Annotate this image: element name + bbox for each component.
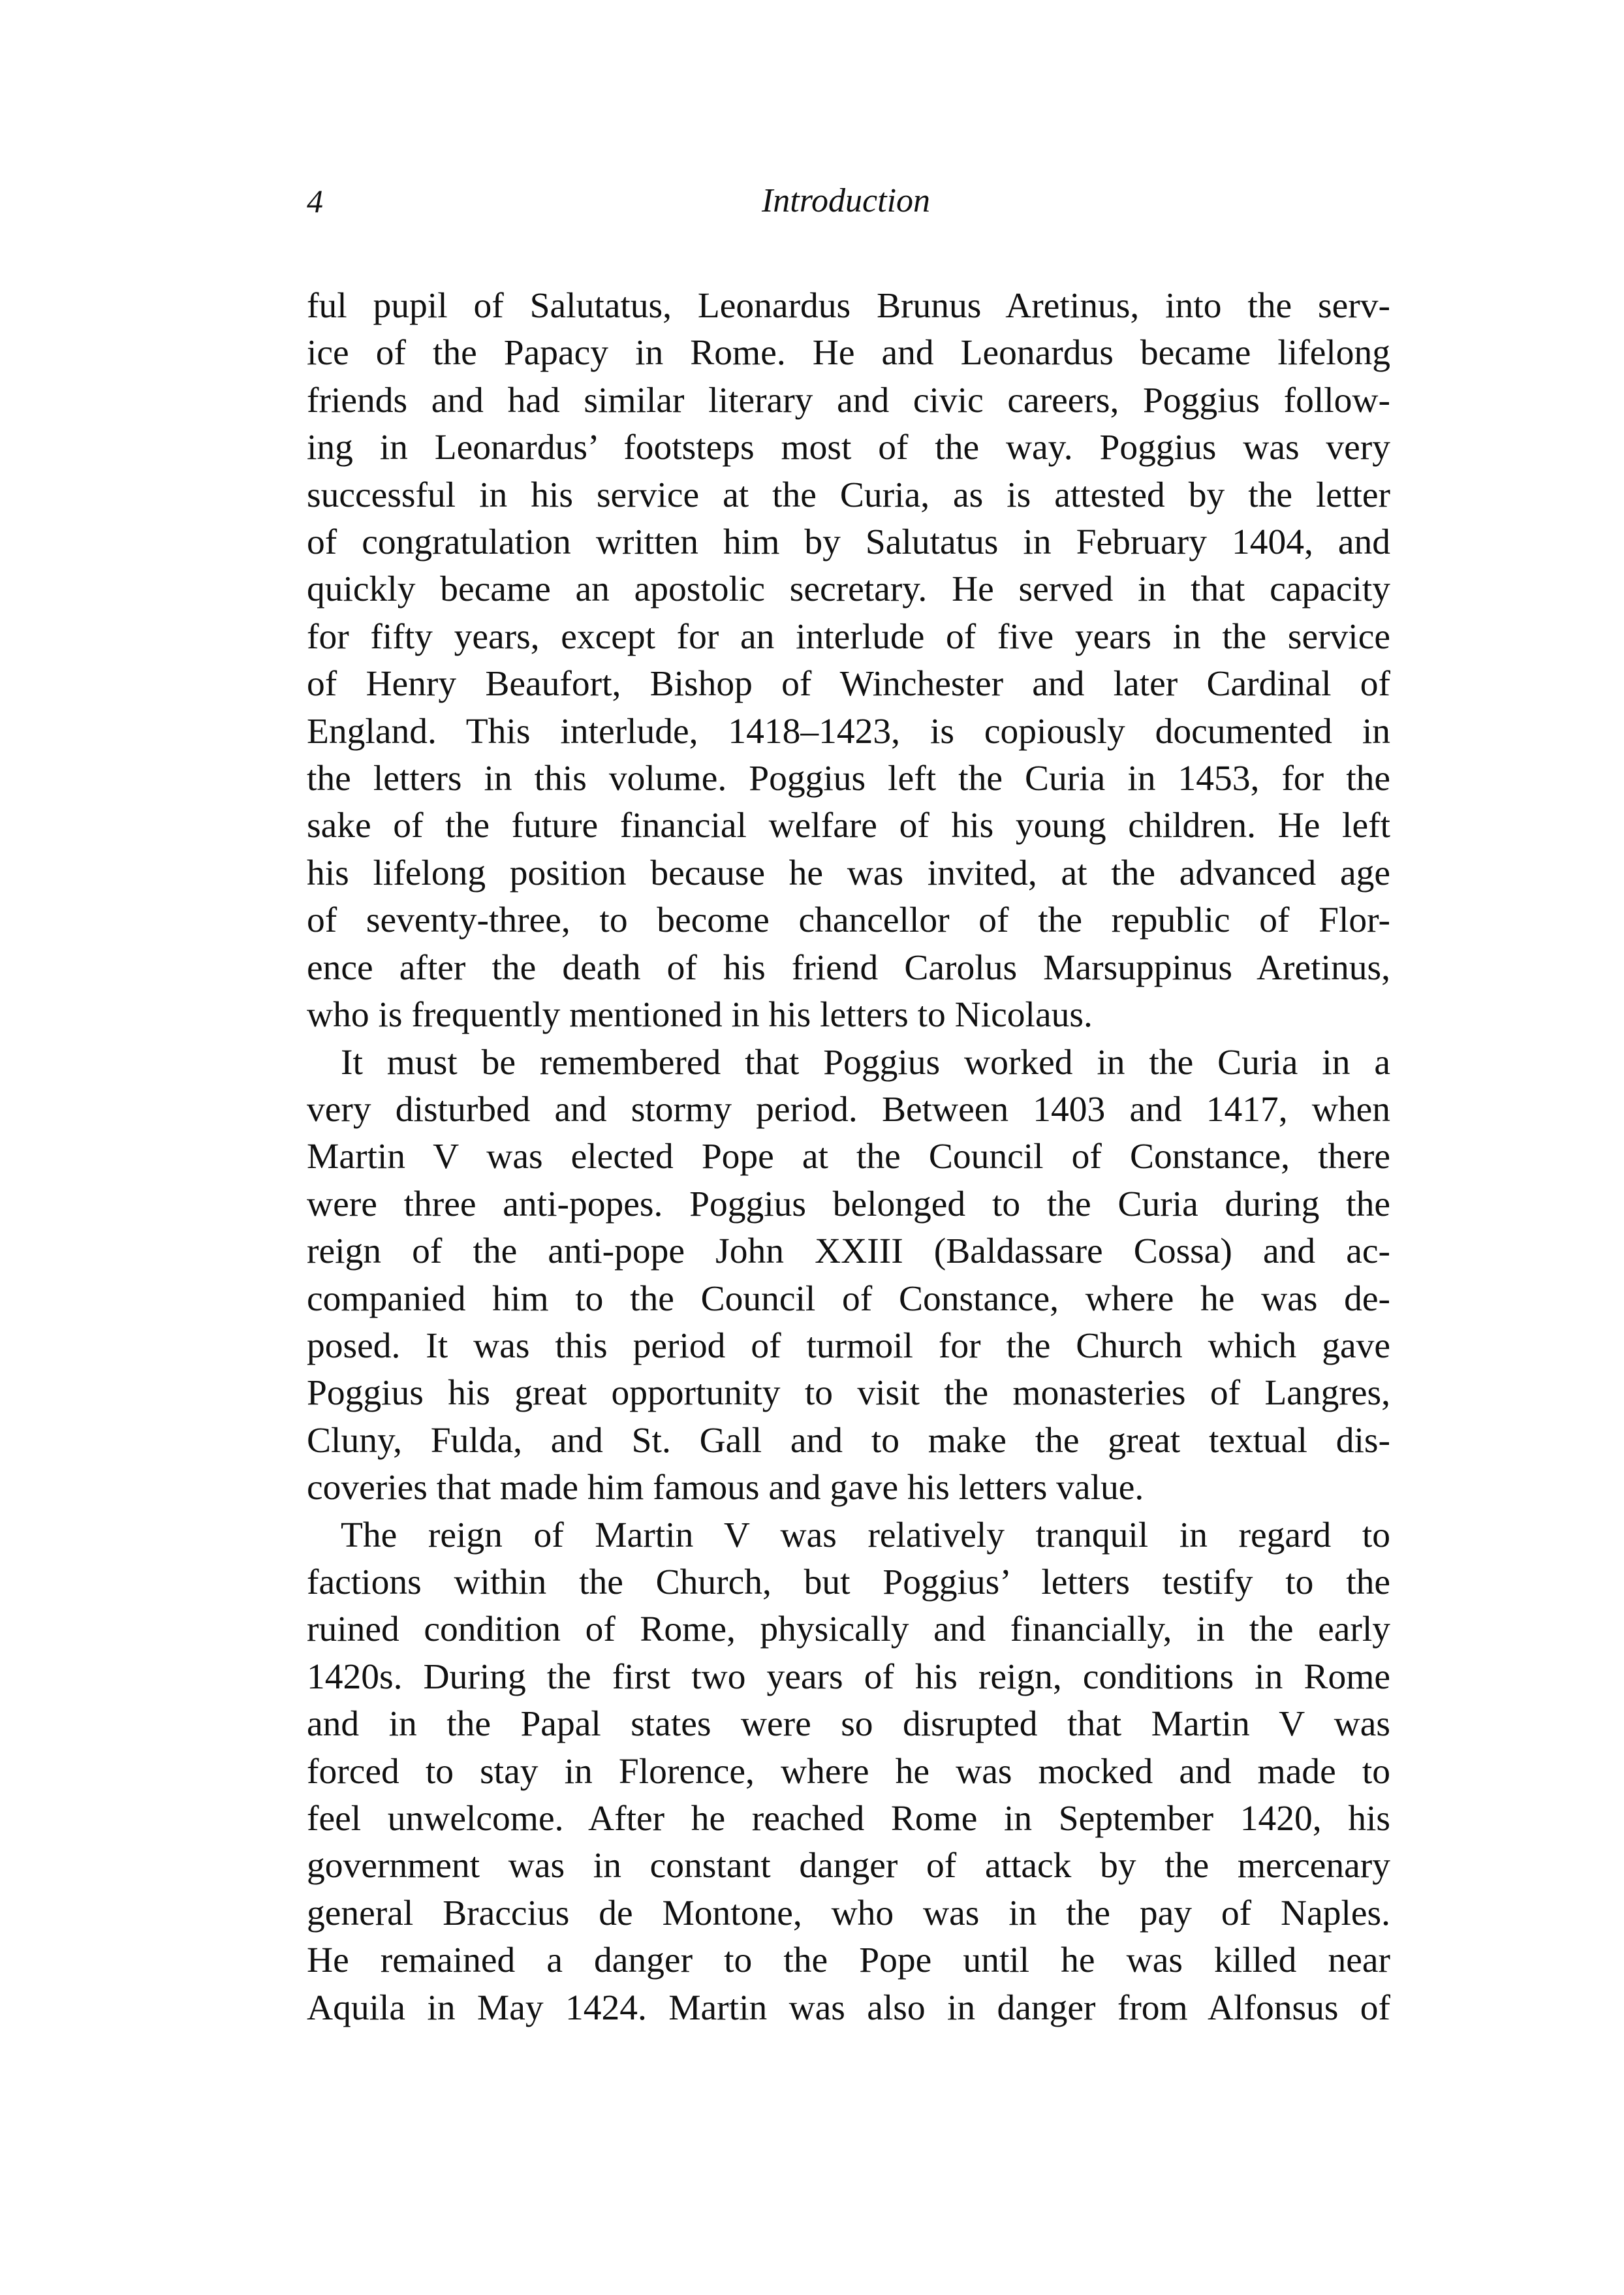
text-line: were three anti-popes. Poggius belonged to the Curia during the <box>307 1184 1390 1224</box>
text-line: the letters in this volume. Poggius left the Curia in 1453, for the <box>307 759 1390 799</box>
body-text <box>307 283 1390 2032</box>
text-line: reign of the anti-pope John XXIII (Baldassare Cossa) and ac- <box>307 1231 1390 1272</box>
text-line: of Henry Beaufort, Bishop of Winchester and later Cardinal of <box>307 664 1390 704</box>
text-line: ice of the Papacy in Rome. He and Leonardus became lifelong <box>307 333 1390 373</box>
text-line: successful in his service at the Curia, as is attested by the letter <box>307 475 1390 515</box>
page-number: 4 <box>307 183 323 219</box>
text-line: Aquila in May 1424. Martin was also in danger from Alfonsus of <box>307 1987 1390 2028</box>
text-line: Martin V was elected Pope at the Council of Constance, there <box>307 1137 1390 1177</box>
paragraph <box>307 1039 1390 1512</box>
text-line: for fifty years, except for an interlude of five years in the service <box>307 616 1390 657</box>
text-line: companied him to the Council of Constance, where he was de- <box>307 1278 1390 1319</box>
paragraph <box>307 283 1390 1039</box>
text-line: factions within the Church, but Poggius’ letters testify to the <box>307 1562 1390 1602</box>
text-line: He remained a danger to the Pope until he was killed near <box>307 1940 1390 1981</box>
text-line: feel unwelcome. After he reached Rome in September 1420, his <box>307 1799 1390 1839</box>
text-line: ful pupil of Salutatus, Leonardus Brunus Aretinus, into the serv- <box>307 286 1390 326</box>
text-line: ruined condition of Rome, physically and financially, in the early <box>307 1609 1390 1650</box>
text-line: The reign of Martin V was relatively tranquil in regard to <box>341 1515 1390 1555</box>
text-line: government was in constant danger of attack by the mercenary <box>307 1846 1390 1886</box>
text-line: general Braccius de Montone, who was in the pay of Naples. <box>307 1893 1390 1933</box>
running-head: Introduction <box>761 182 931 219</box>
text-line: sake of the future financial welfare of his young children. He left <box>307 806 1390 846</box>
text-line: of seventy-three, to become chancellor of the republic of Flor- <box>307 900 1390 941</box>
text-line: who is frequently mentioned in his letters to Nicolaus. <box>307 995 1093 1036</box>
text-line: ing in Leonardus’ footsteps most of the way. Poggius was very <box>307 428 1390 468</box>
paragraph <box>307 1512 1390 2032</box>
text-line: Cluny, Fulda, and St. Gall and to make the great textual dis- <box>307 1420 1390 1461</box>
text-line: forced to stay in Florence, where he was mocked and made to <box>307 1751 1390 1792</box>
text-line: England. This interlude, 1418–1423, is copiously documented in <box>307 711 1390 752</box>
text-line: of congratulation written him by Salutatus in February 1404, and <box>307 522 1390 563</box>
text-line: Poggius his great opportunity to visit the monasteries of Langres, <box>307 1373 1390 1414</box>
text-line: coveries that made him famous and gave his letters value. <box>307 1468 1144 1508</box>
text-line: friends and had similar literary and civic careers, Poggius follow- <box>307 380 1390 420</box>
text-line: his lifelong position because he was invited, at the advanced age <box>307 853 1390 893</box>
text-line: posed. It was this period of turmoil for the Church which gave <box>307 1325 1390 1366</box>
text-line: 1420s. During the first two years of his reign, conditions in Rome <box>307 1656 1390 1697</box>
text-line: ence after the death of his friend Carolus Marsuppinus Aretinus, <box>307 947 1390 988</box>
text-line: quickly became an apostolic secretary. He served in that capacity <box>307 569 1390 610</box>
text-line: and in the Papal states were so disrupted that Martin V was <box>307 1704 1390 1745</box>
text-line: It must be remembered that Poggius worked in the Curia in a <box>341 1042 1390 1083</box>
text-line: very disturbed and stormy period. Between 1403 and 1417, when <box>307 1089 1390 1130</box>
